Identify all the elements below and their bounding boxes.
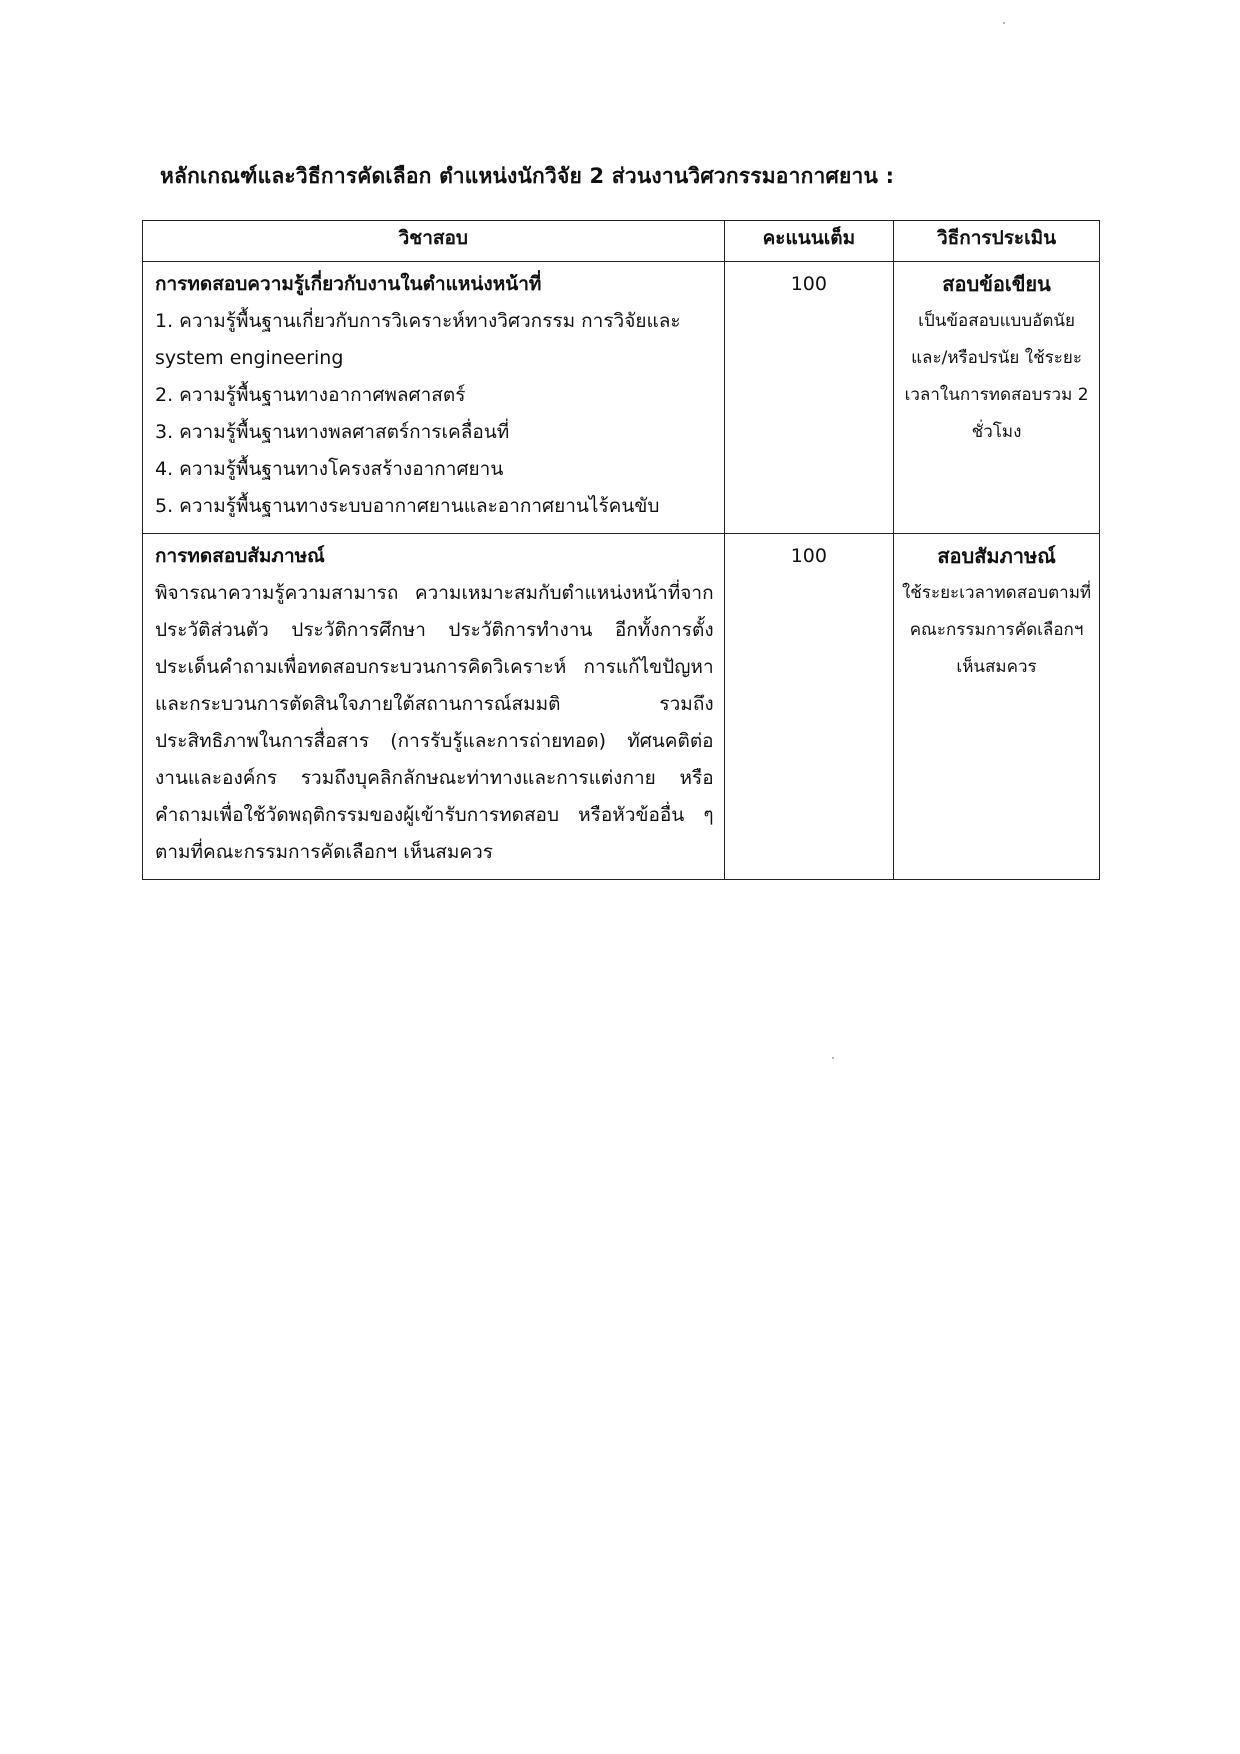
subject-item: 4. ความรู้พื้นฐานทางโครงสร้างอากาศยาน: [155, 458, 504, 480]
subject-cell: [143, 262, 725, 534]
score-cell: 100: [724, 534, 893, 880]
subject-title: การทดสอบสัมภาษณ์: [155, 545, 325, 567]
scan-speck: [1003, 22, 1005, 24]
header-evaluation-method: วิธีการประเมิน: [894, 221, 1100, 262]
page-title: หลักเกณฑ์และวิธีการคัดเลือก ตำแหน่งนักวิจัย 2 ส่วนงานวิศวกรรมอากาศยาน :: [160, 164, 895, 188]
subject-description: พิจารณาความรู้ความสามารถ ความเหมาะสมกับตำแหน่งหน้าที่จากประวัติส่วนตัว ประวัติการศึกษา ประวัติการทำงาน อีกทั้งการตั้งประเด็นคำถามเพื่อทดสอบกระบวนการคิดวิเคราะห์ การแก้ไขปัญหาและกระบวนการตัดสินใจภายใต้สถานการณ์สมมติ รวมถึงประสิทธิภาพในการสื่อสาร (การรับรู้และการถ่ายทอด) ทัศนคติต่องานและองค์กร รวมถึงบุคลิกลักษณะท่าทางและการแต่งกาย หรือคำถามเพื่อใช้วัดพฤติกรรมของผู้เข้ารับการทดสอบ หรือหัวข้ออื่น ๆ ตามที่คณะกรรมการคัดเลือกฯ เห็นสมควร: [155, 582, 714, 863]
subject-cell: [143, 534, 725, 880]
table-row-interview: [143, 534, 1100, 880]
scan-speck: [832, 1057, 834, 1059]
method-description: ใช้ระยะเวลาทดสอบตามที่คณะกรรมการคัดเลือกฯ เห็นสมควร: [901, 583, 1092, 677]
subject-item: 1. ความรู้พื้นฐานเกี่ยวกับการวิเคราะห์ทางวิศวกรรม การวิจัยและ system engineering: [155, 310, 681, 369]
header-subject: วิชาสอบ: [143, 221, 725, 262]
subject-item: 2. ความรู้พื้นฐานทางอากาศพลศาสตร์: [155, 384, 466, 406]
table-header-row: [143, 221, 1100, 262]
score-cell: 100: [724, 262, 893, 534]
subject-title: การทดสอบความรู้เกี่ยวกับงานในตำแหน่งหน้าที่: [155, 273, 542, 295]
method-title: สอบสัมภาษณ์: [937, 544, 1056, 568]
method-title: สอบข้อเขียน: [942, 272, 1051, 296]
subject-item: 5. ความรู้พื้นฐานทางระบบอากาศยานและอากาศยานไร้คนขับ: [155, 495, 660, 517]
table-row-written-exam: [143, 262, 1100, 534]
method-cell: [894, 262, 1100, 534]
method-cell: [894, 534, 1100, 880]
selection-criteria-table: [142, 220, 1100, 880]
subject-item: 3. ความรู้พื้นฐานทางพลศาสตร์การเคลื่อนที่: [155, 421, 510, 443]
header-full-score: คะแนนเต็ม: [724, 221, 893, 262]
method-description: เป็นข้อสอบแบบอัตนัย และ/หรือปรนัย ใช้ระยะเวลาในการทดสอบรวม 2 ชั่วโมง: [904, 311, 1089, 442]
